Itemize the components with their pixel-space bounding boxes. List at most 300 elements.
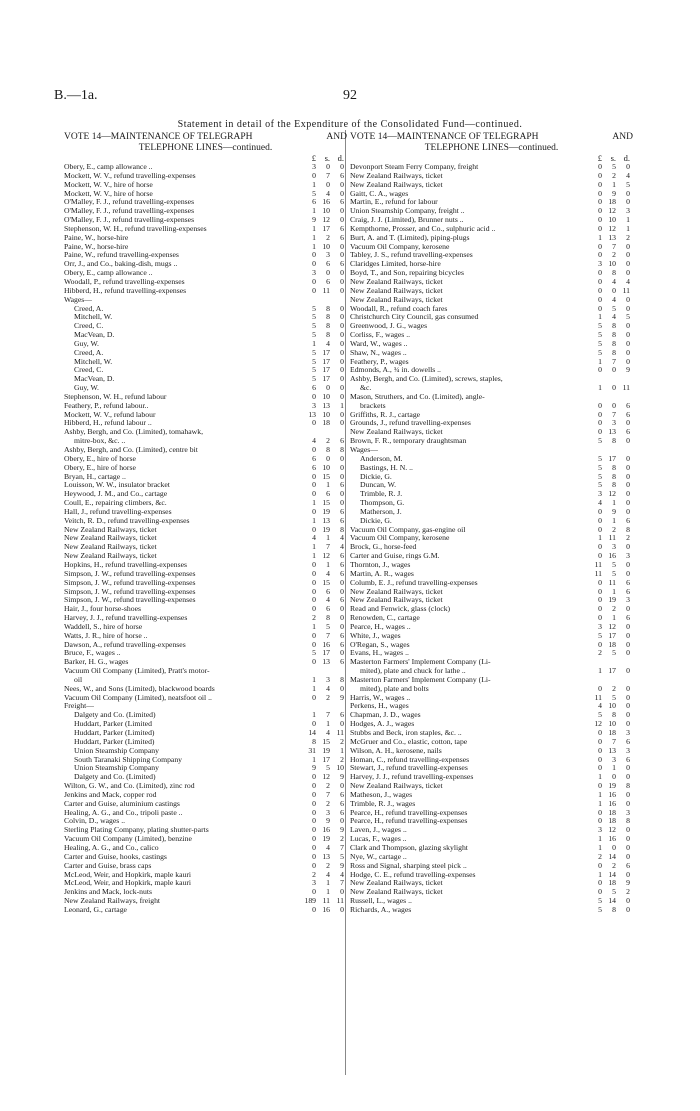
ledger-row xyxy=(64,198,347,207)
ledger-row-description: Dickie, G. xyxy=(360,472,392,481)
amount-shillings: 3 xyxy=(612,418,616,428)
ledger-row-description: mitre-box, &c. .. xyxy=(74,437,126,446)
amount-shillings: 4 xyxy=(612,276,616,286)
ledger-row-description: Brown, F. R., temporary draughtsman xyxy=(350,437,467,446)
ledger-row xyxy=(64,853,347,862)
amount-shillings: 17 xyxy=(322,754,330,764)
amount-pence: 0 xyxy=(626,338,630,348)
ledger-row xyxy=(350,269,633,278)
amount-pence: 5 xyxy=(340,851,344,861)
ledger-row xyxy=(350,446,633,455)
ledger-row-description: Paine, W., refund travelling-expenses xyxy=(64,251,179,260)
ledger-row xyxy=(64,172,347,181)
amount-shillings: 4 xyxy=(326,568,330,578)
amount-shillings: 9 xyxy=(612,188,616,198)
amount-pounds: 0 xyxy=(598,215,602,225)
amount-pounds: 0 xyxy=(598,754,602,764)
page-number: 92 xyxy=(343,88,357,103)
ledger-row-description: Griffiths, R. J., cartage xyxy=(350,410,421,419)
amount-pounds: 0 xyxy=(312,276,316,286)
amount-pounds: 0 xyxy=(312,480,316,490)
ledger-row-description: MacVean, D. xyxy=(74,331,115,340)
amount-pence: 6 xyxy=(626,860,630,870)
amount-pounds: 0 xyxy=(312,842,316,852)
ledger-row xyxy=(64,411,347,420)
ledger-row-description: Paine, W., horse-hire xyxy=(64,242,129,251)
ledger-row xyxy=(350,287,633,296)
amount-pence: 1 xyxy=(340,400,344,410)
amount-pounds: 0 xyxy=(598,586,602,596)
amount-pence: 8 xyxy=(340,445,344,454)
amount-pounds: 0 xyxy=(598,781,602,791)
amount-shillings: 7 xyxy=(612,356,616,366)
ledger-row-description: Vacuum Oil Company (Limited), benzine xyxy=(64,835,192,844)
ledger-row xyxy=(350,658,633,667)
amount-shillings: 1 xyxy=(326,533,330,543)
amount-shillings: 9 xyxy=(612,506,616,516)
ledger-row xyxy=(350,172,633,181)
amount-pence: 8 xyxy=(340,674,344,684)
amount-pounds: 1 xyxy=(598,383,602,393)
amount-pence: 0 xyxy=(340,453,344,463)
amount-pence: 0 xyxy=(626,772,630,782)
amount-pence: 0 xyxy=(626,489,630,499)
amount-pounds: 5 xyxy=(598,330,602,340)
amount-pounds: 6 xyxy=(312,383,316,393)
ledger-row-description: New Zealand Railways, ticket xyxy=(350,888,443,897)
amount-shillings: 18 xyxy=(608,878,616,888)
amount-pounds: 0 xyxy=(598,268,602,278)
ledger-row-description: Mitchell, W. xyxy=(74,357,113,366)
ledger-row-description: Stubbs and Beck, iron staples, &c. .. xyxy=(350,729,462,737)
ledger-row xyxy=(350,428,633,437)
ledger-row-description: Freight— xyxy=(64,702,94,711)
amount-pounds: 0 xyxy=(312,904,316,914)
amount-pence: 6 xyxy=(340,807,344,817)
amount-pounds: 5 xyxy=(312,648,316,658)
amount-pounds: 4 xyxy=(312,436,316,446)
ledger-row-description: Creed, C. xyxy=(74,366,104,375)
amount-shillings: 4 xyxy=(326,683,330,693)
ledger-row xyxy=(350,614,633,623)
ledger-row-description: Colvin, D., wages .. xyxy=(64,817,126,826)
ledger-row xyxy=(64,313,347,322)
amount-shillings: 8 xyxy=(612,338,616,348)
ledger-row xyxy=(350,862,633,871)
ledger-row xyxy=(64,287,347,296)
amount-pence: 6 xyxy=(340,568,344,578)
ledger-row-description: Dalgety and Co. (Limited) xyxy=(74,773,156,782)
amount-shillings: 17 xyxy=(608,453,616,463)
amount-pounds: 5 xyxy=(598,321,602,331)
amount-pounds: 1 xyxy=(598,798,602,808)
ledger-row-description: Trimble, R. J. xyxy=(360,490,403,499)
amount-pounds: 5 xyxy=(598,462,602,472)
amount-pounds: 5 xyxy=(312,365,316,375)
ledger-row xyxy=(64,614,347,623)
ledger-row xyxy=(350,809,633,818)
amount-shillings: 13 xyxy=(608,232,616,242)
amount-pounds: 0 xyxy=(312,657,316,667)
ledger-row xyxy=(350,800,633,809)
ledger-row xyxy=(64,694,347,703)
amount-shillings: 8 xyxy=(326,445,330,454)
amount-shillings: 8 xyxy=(612,904,616,914)
ledger-row-description: Simpson, J. W., refund travelling-expenses xyxy=(64,569,196,578)
ledger-row-description: Coull, E., repairing climbers, &c. xyxy=(64,499,167,508)
amount-shillings: 4 xyxy=(326,728,330,737)
amount-shillings: 5 xyxy=(612,692,616,702)
ledger-row-description: Vacuum Oil Company, gas-engine oil xyxy=(350,525,466,534)
ledger-row xyxy=(64,570,347,579)
amount-pounds: 0 xyxy=(312,825,316,835)
ledger-row-description: Richards, A., wages xyxy=(350,905,412,914)
amount-shillings: 7 xyxy=(326,630,330,640)
ledger-row xyxy=(350,835,633,844)
amount-pounds: 0 xyxy=(312,506,316,516)
amount-shillings: 3 xyxy=(326,250,330,260)
amount-shillings: 10 xyxy=(608,215,616,225)
amount-pounds: 0 xyxy=(312,445,316,454)
ledger-row-description: Guy, W. xyxy=(74,384,99,393)
ledger-row xyxy=(350,702,633,711)
amount-pence: 7 xyxy=(340,878,344,888)
ledger-row xyxy=(350,260,633,269)
amount-pence: 0 xyxy=(626,436,630,446)
ledger-row xyxy=(350,411,633,420)
amount-pounds: 11 xyxy=(594,559,602,569)
amount-pounds: 6 xyxy=(312,462,316,472)
amount-shillings: 8 xyxy=(612,347,616,357)
amount-pounds: 0 xyxy=(598,365,602,375)
amount-pounds: 1 xyxy=(312,515,316,525)
amount-shillings: 4 xyxy=(326,869,330,879)
amount-pounds: 1 xyxy=(312,621,316,631)
amount-shillings: 2 xyxy=(326,692,330,702)
ledger-row xyxy=(64,552,347,561)
pounds-unit: £ xyxy=(311,153,316,163)
ledger-row xyxy=(64,499,347,508)
amount-pence: 0 xyxy=(626,250,630,260)
ledger-row xyxy=(64,366,347,375)
amount-pounds: 0 xyxy=(598,683,602,693)
ledger-row xyxy=(350,906,633,915)
amount-pounds: 0 xyxy=(598,223,602,233)
amount-shillings: 3 xyxy=(612,542,616,552)
amount-pence: 2 xyxy=(340,834,344,844)
amount-shillings: 5 xyxy=(612,559,616,569)
amount-pence: 0 xyxy=(340,816,344,826)
amount-pence: 0 xyxy=(626,559,630,569)
amount-shillings: 8 xyxy=(612,268,616,278)
ledger-row xyxy=(350,402,633,411)
ledger-row-description: Mitchell, W. xyxy=(74,313,113,322)
amount-pence: 6 xyxy=(340,223,344,233)
amount-pounds: 0 xyxy=(312,577,316,587)
amount-pounds: 3 xyxy=(312,162,316,171)
ledger-row-description: South Taranaki Shipping Company xyxy=(74,755,183,764)
ledger-row-description: Ross and Signal, sharping steel pick .. xyxy=(350,861,467,870)
amount-shillings: 8 xyxy=(326,613,330,623)
amount-shillings: 0 xyxy=(326,453,330,463)
amount-shillings: 4 xyxy=(326,842,330,852)
amount-pounds: 1 xyxy=(312,179,316,189)
amount-pence: 0 xyxy=(626,356,630,366)
ledger-row-description: Hopkins, H., refund travelling-expenses xyxy=(64,560,187,569)
amount-pounds: 0 xyxy=(598,418,602,428)
amount-pounds: 1 xyxy=(598,869,602,879)
amount-pounds: 11 xyxy=(594,692,602,702)
ledger-row xyxy=(350,888,633,897)
amount-pounds: 0 xyxy=(312,639,316,649)
amount-shillings: 4 xyxy=(326,188,330,198)
ledger-row-description: Veitch, R. D., refund travelling-expenses xyxy=(64,516,190,525)
ledger-row-description: Ward, W., wages .. xyxy=(350,339,408,348)
amount-shillings: 7 xyxy=(326,710,330,720)
ledger-row xyxy=(64,596,347,605)
ledger-row xyxy=(64,605,347,614)
amount-shillings: 15 xyxy=(322,736,330,746)
amount-shillings: 19 xyxy=(322,506,330,516)
amount-pounds: 0 xyxy=(598,577,602,587)
amount-pounds: 14 xyxy=(308,728,316,737)
amount-shillings: 16 xyxy=(322,639,330,649)
ledger-row-description: New Zealand Railways, freight xyxy=(64,897,161,906)
amount-shillings: 10 xyxy=(608,259,616,269)
ledger-row-description: Union Steamship Company xyxy=(74,746,159,755)
amount-pence: 0 xyxy=(626,604,630,614)
amount-shillings: 8 xyxy=(612,436,616,446)
ledger-row-description: Sterling Plating Company, plating shutter-parts xyxy=(64,826,209,835)
ledger-row xyxy=(350,375,633,384)
amount-shillings: 2 xyxy=(326,436,330,446)
amount-pence: 0 xyxy=(626,294,630,304)
ledger-row-description: Orr, J., and Co., baking-dish, mugs .. xyxy=(64,260,178,269)
amount-shillings: 3 xyxy=(326,807,330,817)
amount-pounds: 0 xyxy=(312,524,316,534)
ledger-row xyxy=(64,826,347,835)
ledger-row-description: Dickie, G. xyxy=(360,516,392,525)
amount-shillings: 11 xyxy=(608,533,616,543)
vote-heading-and: AND xyxy=(612,132,633,142)
amount-pence: 6 xyxy=(340,480,344,490)
ledger-row xyxy=(350,782,633,791)
ledger-row-description: Thompson, G. xyxy=(360,499,405,508)
amount-pounds: 1 xyxy=(312,498,316,508)
ledger-row-description: Wilton, G. W., and Co. (Limited), zinc rod xyxy=(64,782,195,791)
ledger-row-description: Wilson, A. H., kerosene, nails xyxy=(350,746,442,755)
amount-pounds: 1 xyxy=(598,356,602,366)
amount-pounds: 3 xyxy=(598,259,602,269)
amount-pounds: 0 xyxy=(598,515,602,525)
expenditure-list xyxy=(350,163,633,915)
ledger-row xyxy=(64,862,347,871)
ledger-row-description: Perkens, H., wages xyxy=(350,702,409,711)
amount-shillings: 8 xyxy=(612,480,616,490)
ledger-row xyxy=(64,773,347,782)
amount-pence: 6 xyxy=(340,559,344,569)
ledger-row xyxy=(350,349,633,358)
amount-pounds: 1 xyxy=(598,772,602,782)
amount-pence: 0 xyxy=(626,719,630,729)
amount-pounds: 3 xyxy=(598,621,602,631)
amount-pence: 3 xyxy=(626,595,630,605)
amount-shillings: 1 xyxy=(612,763,616,773)
amount-pounds: 2 xyxy=(598,648,602,658)
amount-shillings: 12 xyxy=(608,825,616,835)
ledger-row-description: brackets xyxy=(360,401,386,410)
ledger-row xyxy=(350,791,633,800)
amount-pounds: 0 xyxy=(598,400,602,410)
ledger-row-description: Matherson, J. xyxy=(360,507,402,516)
ledger-row-description: Huddart, Parker (Limited) xyxy=(74,737,155,746)
amount-shillings: 5 xyxy=(612,887,616,897)
ledger-row xyxy=(64,791,347,800)
amount-pounds: 0 xyxy=(598,745,602,755)
amount-pence: 0 xyxy=(626,480,630,490)
amount-pence: 0 xyxy=(340,586,344,596)
ledger-row-description: Edmonds, A., ¾ in. dowells .. xyxy=(350,366,441,375)
ledger-row-description: Carter and Guise, brass caps xyxy=(64,861,152,870)
ledger-row xyxy=(350,313,633,322)
amount-pounds: 5 xyxy=(312,303,316,313)
ledger-row xyxy=(350,853,633,862)
ledger-row xyxy=(64,349,347,358)
amount-shillings: 19 xyxy=(322,834,330,844)
ledger-row xyxy=(350,694,633,703)
amount-pounds: 0 xyxy=(312,630,316,640)
ledger-row-description: New Zealand Railways, ticket xyxy=(350,277,443,286)
amount-pence: 6 xyxy=(340,657,344,667)
amount-shillings: 19 xyxy=(608,781,616,791)
amount-pounds: 0 xyxy=(598,409,602,419)
amount-pounds: 0 xyxy=(598,427,602,437)
amount-shillings: 0 xyxy=(326,383,330,393)
ledger-row-description: Stewart, J., refund travelling-expenses xyxy=(350,764,468,773)
amount-shillings: 12 xyxy=(322,215,330,225)
amount-pence: 2 xyxy=(340,736,344,746)
ledger-row xyxy=(64,225,347,234)
amount-pounds: 12 xyxy=(594,719,602,729)
ledger-row-description: Barker, H. G., wages xyxy=(64,658,129,667)
amount-shillings: 16 xyxy=(608,798,616,808)
ledger-row-description: Martin, A. R., wages xyxy=(350,569,414,578)
amount-shillings: 3 xyxy=(326,674,330,684)
amount-pence: 0 xyxy=(340,471,344,481)
amount-pounds: 0 xyxy=(312,471,316,481)
ledger-row xyxy=(350,552,633,561)
amount-pounds: 0 xyxy=(598,807,602,817)
amount-pence: 0 xyxy=(340,613,344,623)
amount-pounds: 3 xyxy=(312,268,316,278)
amount-pence: 0 xyxy=(626,639,630,649)
ledger-row-description: Nees, W., and Sons (Limited), blackwood boards xyxy=(64,684,215,693)
amount-pounds: 1 xyxy=(598,666,602,676)
currency-units xyxy=(350,153,633,163)
ledger-row xyxy=(64,260,347,269)
amount-pounds: 5 xyxy=(312,312,316,322)
ledger-row xyxy=(350,517,633,526)
amount-pence: 0 xyxy=(626,834,630,844)
amount-pence: 6 xyxy=(340,710,344,720)
ledger-row xyxy=(64,428,347,437)
amount-pence: 0 xyxy=(626,542,630,552)
amount-pounds: 0 xyxy=(312,692,316,702)
ledger-row-description: Harris, W., wages .. xyxy=(350,693,411,702)
amount-shillings: 6 xyxy=(326,259,330,269)
amount-pounds: 0 xyxy=(598,887,602,897)
amount-pence: 6 xyxy=(340,259,344,269)
amount-pence: 0 xyxy=(340,374,344,384)
amount-shillings: 16 xyxy=(608,834,616,844)
amount-pence: 0 xyxy=(340,409,344,419)
amount-shillings: 17 xyxy=(322,356,330,366)
amount-pence: 0 xyxy=(340,383,344,393)
amount-shillings: 1 xyxy=(326,887,330,897)
ledger-row-description: O'Regan, S., wages xyxy=(350,640,410,649)
ledger-row xyxy=(350,243,633,252)
amount-pence: 1 xyxy=(340,745,344,755)
amount-shillings: 8 xyxy=(612,471,616,481)
amount-pence: 0 xyxy=(340,904,344,914)
ledger-row-description: oil xyxy=(74,675,83,684)
amount-shillings: 1 xyxy=(612,179,616,189)
ledger-row xyxy=(64,641,347,650)
ledger-row xyxy=(64,340,347,349)
ledger-row-description: Kempthorne, Prosser, and Co., sulphuric acid .. xyxy=(350,224,496,233)
amount-pence: 0 xyxy=(340,312,344,322)
ledger-row xyxy=(350,499,633,508)
amount-pence: 9 xyxy=(340,772,344,782)
amount-pence: 0 xyxy=(340,241,344,251)
amount-pounds: 1 xyxy=(312,674,316,684)
ledger-row-description: Tabley, J. S., refund travelling-expenses xyxy=(350,251,473,260)
amount-pence: 0 xyxy=(626,701,630,711)
ledger-row-description: Boyd, T., and Son, repairing bicycles xyxy=(350,269,464,278)
amount-shillings: 7 xyxy=(612,241,616,251)
vote-heading-line1: VOTE 14—MAINTENANCE OF TELEGRAPH xyxy=(350,132,539,142)
amount-shillings: 12 xyxy=(608,621,616,631)
ledger-row xyxy=(64,526,347,535)
amount-pounds: 0 xyxy=(598,524,602,534)
amount-shillings: 18 xyxy=(608,639,616,649)
amount-pounds: 0 xyxy=(598,542,602,552)
ledger-row-description: Carter and Guise, hooks, castings xyxy=(64,852,167,861)
ledger-row-description: Woodall, P., refund travelling-expenses xyxy=(64,277,185,286)
ledger-row xyxy=(350,729,633,738)
amount-shillings: 2 xyxy=(326,798,330,808)
ledger-row xyxy=(64,897,347,906)
ledger-row-description: Ashby, Bergh, and Co. (Limited), screws, staples, xyxy=(350,375,503,384)
amount-shillings: 2 xyxy=(612,683,616,693)
ledger-row xyxy=(350,207,633,216)
amount-pounds: 1 xyxy=(312,223,316,233)
ledger-row-description: Pearce, H., wages .. xyxy=(350,622,411,631)
page-subtitle: Statement in detail of the Expenditure of the Consolidated Fund—continued. xyxy=(177,119,523,130)
ledger-row xyxy=(350,773,633,782)
ledger-row-description: Homan, C., refund travelling-expenses xyxy=(350,755,470,764)
ledger-row xyxy=(64,305,347,314)
ledger-row xyxy=(64,384,347,393)
ledger-row-description: Mockett, W. V., refund travelling-expenses xyxy=(64,171,196,180)
ledger-row xyxy=(64,207,347,216)
ledger-row-description: Huddart, Parker (Limited) xyxy=(74,729,155,737)
amount-pence: 0 xyxy=(340,489,344,499)
ledger-row-description: Obery, E., hire of horse xyxy=(64,454,136,463)
amount-shillings: 8 xyxy=(612,330,616,340)
vote-heading xyxy=(64,132,347,153)
amount-pounds: 1 xyxy=(598,312,602,322)
